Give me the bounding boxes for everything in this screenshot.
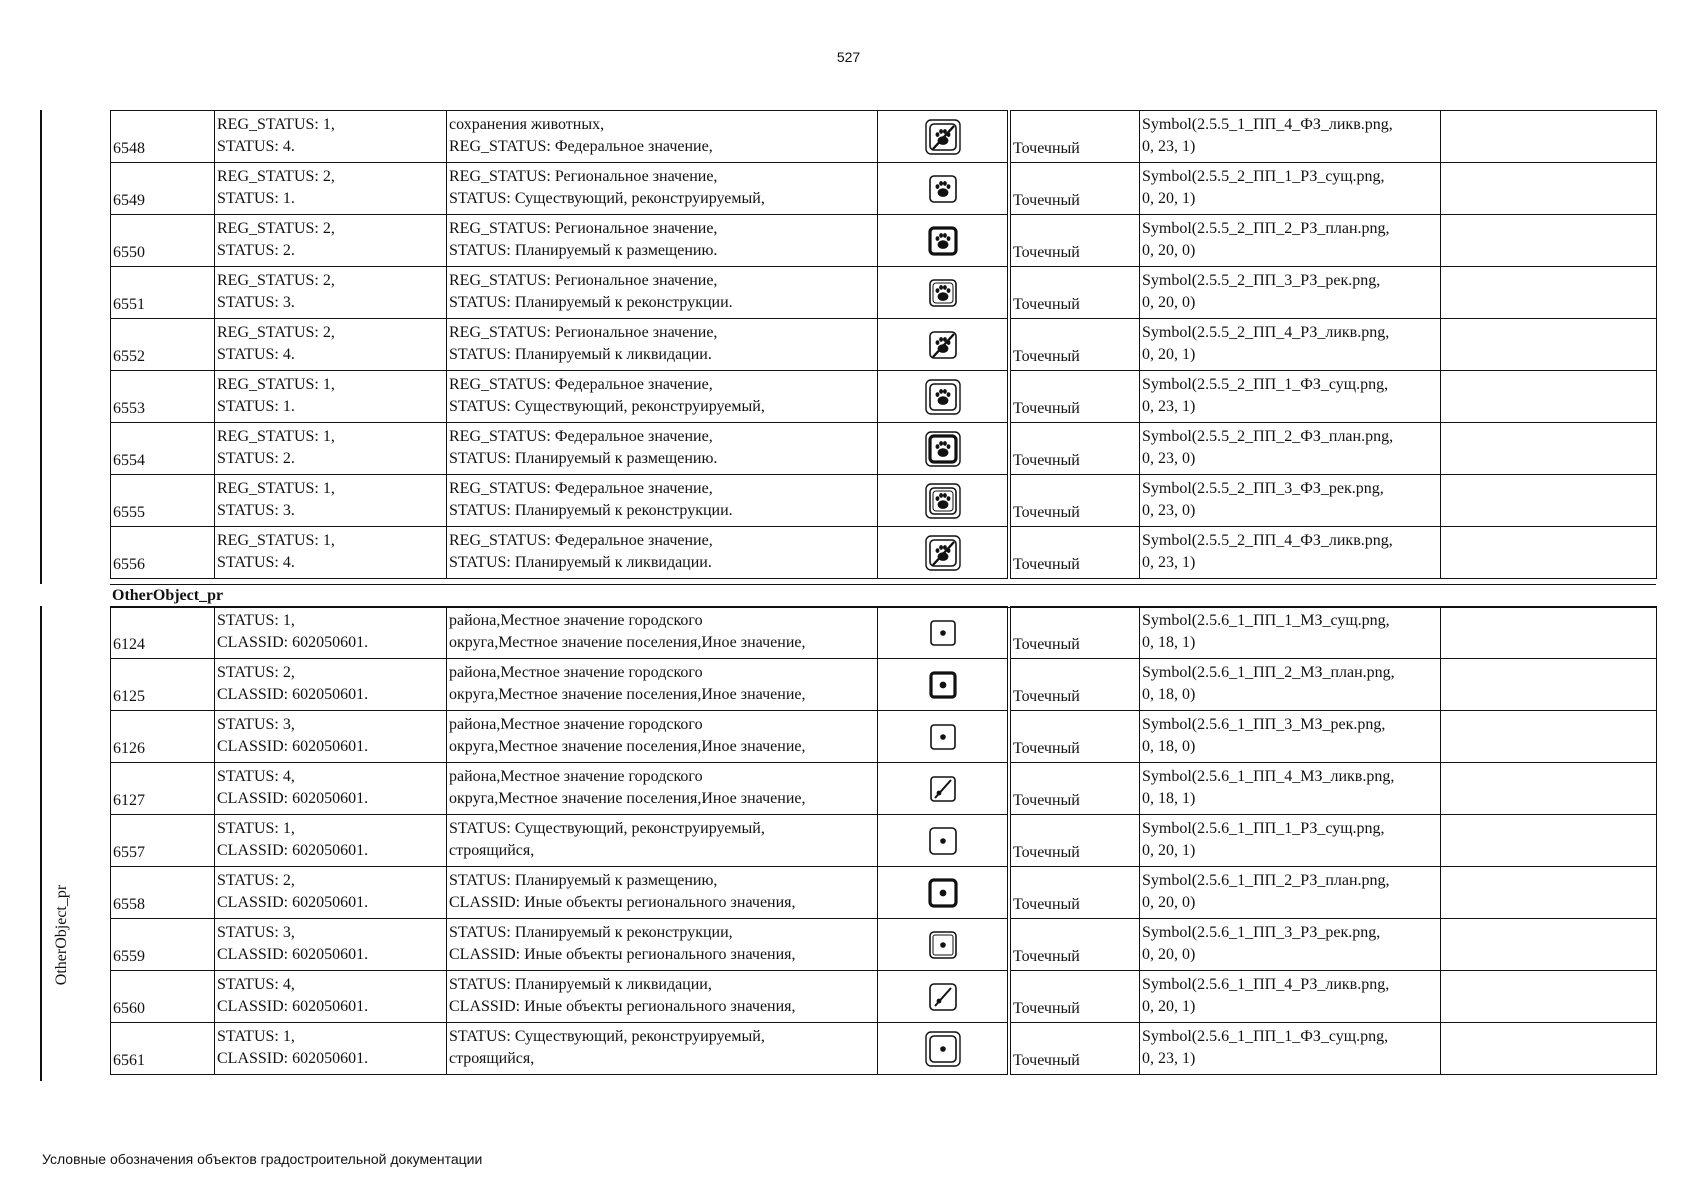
row-symbol-preview: [878, 475, 1008, 527]
condition-line: CLASSID: 602050601.: [217, 894, 369, 911]
row-id: 6557: [111, 815, 215, 867]
condition-line: STATUS: 3,: [217, 716, 295, 733]
table-row: [111, 607, 1657, 659]
description-line: CLASSID: Иные объекты регионального значения,: [449, 946, 796, 963]
row-condition: [215, 527, 447, 579]
row-condition: [215, 815, 447, 867]
description-line: REG_STATUS: Федеральное значение,: [449, 532, 713, 549]
row-geometry-type: Точечный: [1011, 971, 1140, 1023]
condition-line: CLASSID: 602050601.: [217, 842, 369, 859]
row-description: [447, 319, 878, 371]
row-symbol-preview: [878, 763, 1008, 815]
condition-line: REG_STATUS: 1,: [217, 480, 335, 497]
row-extra: [1441, 111, 1657, 163]
table-row: [111, 163, 1657, 215]
condition-line: STATUS: 3.: [217, 294, 295, 311]
condition-line: STATUS: 3.: [217, 502, 295, 519]
row-geometry-type: Точечный: [1011, 711, 1140, 763]
row-description: [447, 763, 878, 815]
row-symbol-preview: [878, 919, 1008, 971]
description-line: STATUS: Планируемый к ликвидации.: [449, 346, 712, 363]
description-line: CLASSID: Иные объекты регионального значения,: [449, 998, 796, 1015]
row-id: 6553: [111, 371, 215, 423]
condition-line: STATUS: 1.: [217, 398, 295, 415]
row-extra: [1441, 527, 1657, 579]
description-line: округа,Местное значение поселения,Иное значение,: [449, 634, 806, 651]
row-symbol-definition: [1140, 659, 1441, 711]
paw-icon: [922, 116, 964, 158]
symbol-line: 0, 20, 1): [1142, 190, 1196, 207]
row-extra: [1441, 971, 1657, 1023]
row-geometry-type: Точечный: [1011, 371, 1140, 423]
row-extra: [1441, 815, 1657, 867]
table-row: [111, 319, 1657, 371]
row-condition: [215, 111, 447, 163]
condition-line: STATUS: 4.: [217, 138, 295, 155]
table-row: [111, 475, 1657, 527]
description-line: REG_STATUS: Федеральное значение,: [449, 138, 713, 155]
row-id: 6558: [111, 867, 215, 919]
table-row: [111, 111, 1657, 163]
symbol-line: Symbol(2.5.6_1_ПП_2_РЗ_план.png,: [1142, 872, 1390, 889]
row-description: [447, 475, 878, 527]
condition-line: STATUS: 2,: [217, 872, 295, 889]
condition-line: REG_STATUS: 1,: [217, 376, 335, 393]
row-description: [447, 659, 878, 711]
row-condition: [215, 659, 447, 711]
row-id: 6126: [111, 711, 215, 763]
symbol-line: 0, 20, 1): [1142, 998, 1196, 1015]
symbol-line: 0, 20, 0): [1142, 946, 1196, 963]
symbol-line: 0, 18, 0): [1142, 686, 1196, 703]
condition-line: REG_STATUS: 1,: [217, 428, 335, 445]
row-id: 6555: [111, 475, 215, 527]
condition-line: STATUS: 3,: [217, 924, 295, 941]
condition-line: REG_STATUS: 1,: [217, 532, 335, 549]
description-line: STATUS: Планируемый к реконструкции.: [449, 502, 733, 519]
row-geometry-type: Точечный: [1011, 163, 1140, 215]
row-id: 6125: [111, 659, 215, 711]
table-row: [111, 527, 1657, 579]
paw-icon: [922, 272, 964, 314]
row-id: 6124: [111, 607, 215, 659]
description-line: REG_STATUS: Региональное значение,: [449, 324, 718, 341]
row-id: 6559: [111, 919, 215, 971]
row-extra: [1441, 1023, 1657, 1075]
table-row: [111, 215, 1657, 267]
row-extra: [1441, 867, 1657, 919]
symbol-line: Symbol(2.5.6_1_ПП_3_МЗ_рек.png,: [1142, 716, 1386, 733]
description-line: STATUS: Существующий, реконструируемый,: [449, 190, 765, 207]
symbol-line: 0, 20, 0): [1142, 894, 1196, 911]
symbol-table-top: [110, 110, 1657, 579]
row-geometry-type: Точечный: [1011, 423, 1140, 475]
row-description: [447, 111, 878, 163]
symbol-line: Symbol(2.5.5_2_ПП_1_РЗ_сущ.png,: [1142, 168, 1385, 185]
description-line: STATUS: Планируемый к размещению,: [449, 872, 718, 889]
dot-square-icon: [922, 768, 964, 810]
table-row: [111, 1023, 1657, 1075]
row-description: [447, 711, 878, 763]
row-symbol-preview: [878, 423, 1008, 475]
condition-line: STATUS: 1,: [217, 820, 295, 837]
dot-square-icon: [922, 716, 964, 758]
symbol-line: 0, 23, 0): [1142, 450, 1196, 467]
description-line: строящийся,: [449, 842, 535, 859]
page-number: 527: [836, 49, 861, 65]
row-geometry-type: Точечный: [1011, 267, 1140, 319]
description-line: STATUS: Планируемый к размещению.: [449, 242, 718, 259]
row-geometry-type: Точечный: [1011, 1023, 1140, 1075]
condition-line: STATUS: 4.: [217, 346, 295, 363]
table-row: [111, 971, 1657, 1023]
condition-line: CLASSID: 602050601.: [217, 1050, 369, 1067]
row-symbol-preview: [878, 111, 1008, 163]
row-symbol-definition: [1140, 1023, 1441, 1075]
paw-icon: [922, 168, 964, 210]
row-description: [447, 163, 878, 215]
description-line: STATUS: Существующий, реконструируемый,: [449, 398, 765, 415]
symbol-line: Symbol(2.5.6_1_ПП_4_МЗ_ликв.png,: [1142, 768, 1395, 785]
row-geometry-type: Точечный: [1011, 527, 1140, 579]
row-symbol-definition: [1140, 763, 1441, 815]
description-line: REG_STATUS: Федеральное значение,: [449, 376, 713, 393]
condition-line: STATUS: 2,: [217, 664, 295, 681]
row-symbol-definition: [1140, 475, 1441, 527]
symbol-line: Symbol(2.5.5_2_ПП_4_РЗ_ликв.png,: [1142, 324, 1390, 341]
description-line: CLASSID: Иные объекты регионального значения,: [449, 894, 796, 911]
row-condition: [215, 867, 447, 919]
row-symbol-preview: [878, 319, 1008, 371]
symbol-line: Symbol(2.5.5_2_ПП_3_РЗ_рек.png,: [1142, 272, 1381, 289]
description-line: STATUS: Существующий, реконструируемый,: [449, 1028, 765, 1045]
table-row: [111, 423, 1657, 475]
row-geometry-type: Точечный: [1011, 815, 1140, 867]
paw-icon: [922, 428, 964, 470]
description-line: REG_STATUS: Федеральное значение,: [449, 480, 713, 497]
symbol-line: Symbol(2.5.6_1_ПП_1_РЗ_сущ.png,: [1142, 820, 1385, 837]
row-symbol-preview: [878, 163, 1008, 215]
row-description: [447, 527, 878, 579]
table-row: [111, 711, 1657, 763]
row-extra: [1441, 711, 1657, 763]
table-body-top: [111, 111, 1657, 579]
row-description: [447, 815, 878, 867]
row-description: [447, 267, 878, 319]
row-extra: [1441, 371, 1657, 423]
table-row: [111, 867, 1657, 919]
condition-line: CLASSID: 602050601.: [217, 790, 369, 807]
dot-square-icon: [922, 924, 964, 966]
condition-line: CLASSID: 602050601.: [217, 998, 369, 1015]
table-row: [111, 815, 1657, 867]
symbol-line: Symbol(2.5.5_2_ПП_2_ФЗ_план.png,: [1142, 428, 1394, 445]
row-symbol-preview: [878, 971, 1008, 1023]
row-symbol-definition: [1140, 527, 1441, 579]
description-line: STATUS: Планируемый к ликвидации.: [449, 554, 712, 571]
condition-line: REG_STATUS: 1,: [217, 116, 335, 133]
symbol-line: 0, 20, 1): [1142, 842, 1196, 859]
row-symbol-definition: [1140, 267, 1441, 319]
row-symbol-definition: [1140, 423, 1441, 475]
symbol-line: 0, 23, 1): [1142, 1050, 1196, 1067]
section-title: OtherObject_pr: [110, 585, 1656, 608]
row-symbol-definition: [1140, 971, 1441, 1023]
condition-line: REG_STATUS: 2,: [217, 220, 335, 237]
description-line: REG_STATUS: Региональное значение,: [449, 168, 718, 185]
description-line: REG_STATUS: Региональное значение,: [449, 220, 718, 237]
row-condition: [215, 1023, 447, 1075]
row-condition: [215, 215, 447, 267]
symbol-line: Symbol(2.5.5_2_ПП_2_РЗ_план.png,: [1142, 220, 1390, 237]
symbol-line: 0, 23, 0): [1142, 502, 1196, 519]
condition-line: REG_STATUS: 2,: [217, 168, 335, 185]
condition-line: STATUS: 1,: [217, 612, 295, 629]
description-line: STATUS: Планируемый к размещению.: [449, 450, 718, 467]
row-symbol-preview: [878, 215, 1008, 267]
row-description: [447, 607, 878, 659]
row-description: [447, 971, 878, 1023]
row-symbol-preview: [878, 659, 1008, 711]
row-geometry-type: Точечный: [1011, 475, 1140, 527]
row-extra: [1441, 475, 1657, 527]
row-symbol-preview: [878, 1023, 1008, 1075]
paw-icon: [922, 376, 964, 418]
symbol-line: Symbol(2.5.5_1_ПП_4_ФЗ_ликв.png,: [1142, 116, 1393, 133]
symbol-line: Symbol(2.5.5_2_ПП_3_ФЗ_рек.png,: [1142, 480, 1384, 497]
description-line: округа,Местное значение поселения,Иное значение,: [449, 686, 806, 703]
symbol-line: Symbol(2.5.6_1_ПП_4_РЗ_ликв.png,: [1142, 976, 1390, 993]
row-description: [447, 1023, 878, 1075]
symbol-line: 0, 20, 0): [1142, 294, 1196, 311]
description-line: округа,Местное значение поселения,Иное значение,: [449, 738, 806, 755]
left-bracket-bottom: [40, 606, 42, 1081]
condition-line: STATUS: 1.: [217, 190, 295, 207]
row-extra: [1441, 423, 1657, 475]
row-id: 6560: [111, 971, 215, 1023]
row-symbol-definition: [1140, 867, 1441, 919]
description-line: района,Местное значение городского: [449, 716, 703, 733]
condition-line: REG_STATUS: 2,: [217, 324, 335, 341]
row-condition: [215, 971, 447, 1023]
symbol-line: Symbol(2.5.5_2_ПП_1_ФЗ_сущ.png,: [1142, 376, 1389, 393]
row-geometry-type: Точечный: [1011, 319, 1140, 371]
description-line: REG_STATUS: Региональное значение,: [449, 272, 718, 289]
table-row: [111, 763, 1657, 815]
table-row: [111, 267, 1657, 319]
row-symbol-definition: [1140, 815, 1441, 867]
left-bracket-top: [40, 110, 42, 584]
dot-square-icon: [922, 612, 964, 654]
row-geometry-type: Точечный: [1011, 111, 1140, 163]
symbol-line: 0, 20, 1): [1142, 346, 1196, 363]
row-extra: [1441, 163, 1657, 215]
row-symbol-preview: [878, 267, 1008, 319]
condition-line: REG_STATUS: 2,: [217, 272, 335, 289]
paw-icon: [922, 324, 964, 366]
symbol-line: Symbol(2.5.5_2_ПП_4_ФЗ_ликв.png,: [1142, 532, 1393, 549]
row-condition: [215, 267, 447, 319]
row-geometry-type: Точечный: [1011, 659, 1140, 711]
row-geometry-type: Точечный: [1011, 215, 1140, 267]
dot-square-icon: [922, 1028, 964, 1070]
symbol-line: 0, 18, 1): [1142, 790, 1196, 807]
condition-line: STATUS: 2.: [217, 450, 295, 467]
condition-line: STATUS: 4,: [217, 976, 295, 993]
symbol-line: Symbol(2.5.6_1_ПП_1_ФЗ_сущ.png,: [1142, 1028, 1389, 1045]
row-id: 6127: [111, 763, 215, 815]
paw-icon: [922, 220, 964, 262]
row-id: 6550: [111, 215, 215, 267]
row-symbol-preview: [878, 711, 1008, 763]
symbol-line: Symbol(2.5.6_1_ПП_2_МЗ_план.png,: [1142, 664, 1395, 681]
symbol-line: 0, 20, 0): [1142, 242, 1196, 259]
row-id: 6556: [111, 527, 215, 579]
dot-square-icon: [922, 820, 964, 862]
paw-icon: [922, 532, 964, 574]
dot-square-icon: [922, 664, 964, 706]
description-line: района,Местное значение городского: [449, 768, 703, 785]
row-id: 6551: [111, 267, 215, 319]
row-symbol-definition: [1140, 319, 1441, 371]
row-description: [447, 423, 878, 475]
row-condition: [215, 319, 447, 371]
row-symbol-definition: [1140, 163, 1441, 215]
description-line: строящийся,: [449, 1050, 535, 1067]
table-row: [111, 371, 1657, 423]
row-geometry-type: Точечный: [1011, 607, 1140, 659]
symbol-line: Symbol(2.5.6_1_ПП_3_РЗ_рек.png,: [1142, 924, 1381, 941]
row-description: [447, 371, 878, 423]
row-symbol-preview: [878, 371, 1008, 423]
row-extra: [1441, 763, 1657, 815]
row-extra: [1441, 607, 1657, 659]
row-symbol-preview: [878, 527, 1008, 579]
symbol-table-bottom: [110, 606, 1657, 1075]
symbol-line: 0, 18, 0): [1142, 738, 1196, 755]
row-description: [447, 919, 878, 971]
paw-icon: [922, 480, 964, 522]
row-condition: [215, 371, 447, 423]
row-symbol-definition: [1140, 111, 1441, 163]
symbol-line: 0, 23, 1): [1142, 554, 1196, 571]
row-extra: [1441, 919, 1657, 971]
condition-line: STATUS: 4,: [217, 768, 295, 785]
condition-line: CLASSID: 602050601.: [217, 738, 369, 755]
table-row: [111, 659, 1657, 711]
row-symbol-preview: [878, 815, 1008, 867]
condition-line: CLASSID: 602050601.: [217, 634, 369, 651]
row-extra: [1441, 319, 1657, 371]
description-line: REG_STATUS: Федеральное значение,: [449, 428, 713, 445]
description-line: района,Местное значение городского: [449, 612, 703, 629]
description-line: сохранения животных,: [449, 116, 605, 133]
description-line: округа,Местное значение поселения,Иное значение,: [449, 790, 806, 807]
row-symbol-definition: [1140, 711, 1441, 763]
row-description: [447, 867, 878, 919]
row-condition: [215, 475, 447, 527]
row-condition: [215, 163, 447, 215]
row-condition: [215, 763, 447, 815]
condition-line: STATUS: 2.: [217, 242, 295, 259]
description-line: STATUS: Существующий, реконструируемый,: [449, 820, 765, 837]
symbol-line: 0, 23, 1): [1142, 138, 1196, 155]
row-extra: [1441, 215, 1657, 267]
row-id: 6561: [111, 1023, 215, 1075]
row-id: 6552: [111, 319, 215, 371]
row-geometry-type: Точечный: [1011, 919, 1140, 971]
row-id: 6549: [111, 163, 215, 215]
dot-square-icon: [922, 976, 964, 1018]
row-condition: [215, 607, 447, 659]
row-condition: [215, 423, 447, 475]
row-symbol-definition: [1140, 371, 1441, 423]
symbol-line: 0, 23, 1): [1142, 398, 1196, 415]
section-header-table: [110, 584, 1656, 608]
row-id: 6548: [111, 111, 215, 163]
description-line: STATUS: Планируемый к реконструкции,: [449, 924, 733, 941]
symbol-line: 0, 18, 1): [1142, 634, 1196, 651]
row-condition: [215, 711, 447, 763]
row-symbol-preview: [878, 607, 1008, 659]
footer-note: Условные обозначения объектов градостроительной документации: [42, 1151, 483, 1167]
row-symbol-definition: [1140, 607, 1441, 659]
table-row: [111, 919, 1657, 971]
row-extra: [1441, 659, 1657, 711]
row-id: 6554: [111, 423, 215, 475]
description-line: района,Местное значение городского: [449, 664, 703, 681]
row-symbol-definition: [1140, 919, 1441, 971]
row-geometry-type: Точечный: [1011, 763, 1140, 815]
condition-line: CLASSID: 602050601.: [217, 946, 369, 963]
condition-line: STATUS: 1,: [217, 1028, 295, 1045]
row-condition: [215, 919, 447, 971]
description-line: STATUS: Планируемый к реконструкции.: [449, 294, 733, 311]
dot-square-icon: [922, 872, 964, 914]
condition-line: CLASSID: 602050601.: [217, 686, 369, 703]
row-extra: [1441, 267, 1657, 319]
row-symbol-definition: [1140, 215, 1441, 267]
condition-line: STATUS: 4.: [217, 554, 295, 571]
row-description: [447, 215, 878, 267]
row-symbol-preview: [878, 867, 1008, 919]
table-body-bottom: [111, 607, 1657, 1075]
section-side-label: OtherObject_pr: [53, 884, 70, 986]
symbol-line: Symbol(2.5.6_1_ПП_1_МЗ_сущ.png,: [1142, 612, 1390, 629]
row-geometry-type: Точечный: [1011, 867, 1140, 919]
description-line: STATUS: Планируемый к ликвидации,: [449, 976, 712, 993]
